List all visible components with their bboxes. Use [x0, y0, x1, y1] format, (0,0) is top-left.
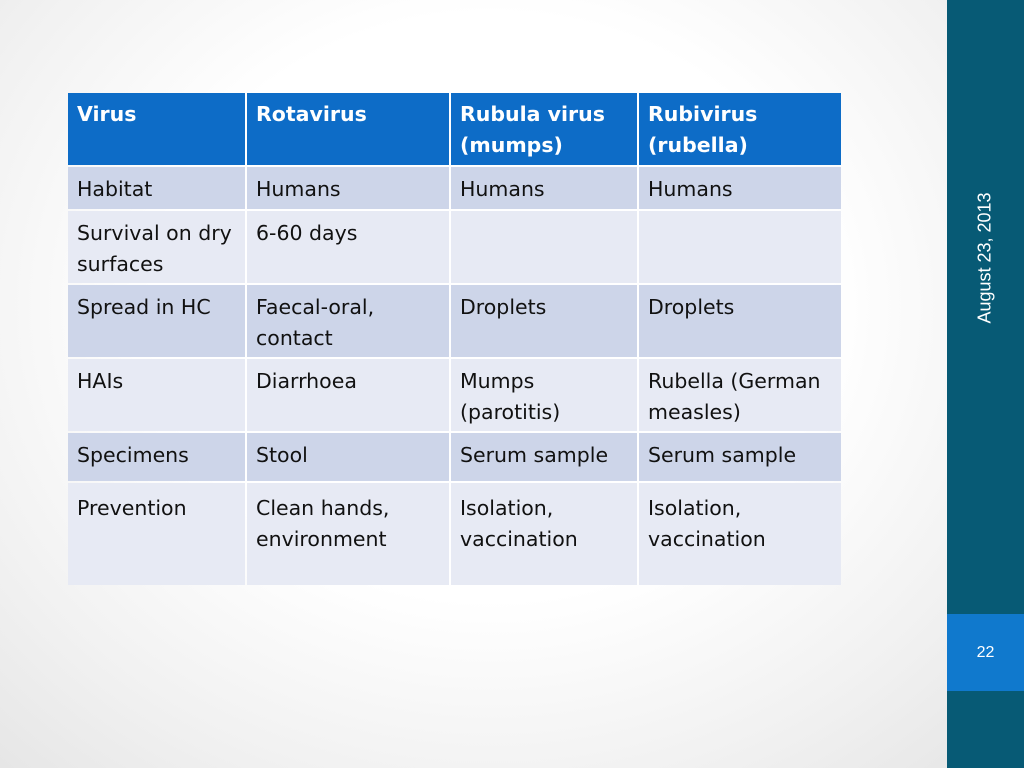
table-row-habitat — [68, 167, 841, 209]
table-cell: 6-60 days — [247, 211, 449, 283]
header-virus: Virus — [68, 93, 245, 165]
table-cell: Specimens — [68, 433, 245, 481]
table-cell: Isolation, vaccination — [639, 483, 841, 585]
table-cell: Humans — [451, 167, 637, 209]
header-rotavirus: Rotavirus — [247, 93, 449, 165]
header-rubula-virus: Rubula virus (mumps) — [451, 93, 637, 165]
slide-date: August 23, 2013 — [974, 192, 995, 324]
table-cell: Droplets — [451, 285, 637, 357]
page-number-box — [947, 614, 1024, 691]
table-header-row — [68, 93, 841, 165]
table-cell: HAIs — [68, 359, 245, 431]
table-cell: Stool — [247, 433, 449, 481]
table-cell: Serum sample — [639, 433, 841, 481]
table-cell: Habitat — [68, 167, 245, 209]
table-row-specimens — [68, 433, 841, 481]
page-number: 22 — [976, 643, 995, 661]
table-cell: Humans — [639, 167, 841, 209]
table-row-prevention — [68, 483, 841, 585]
table-cell: Serum sample — [451, 433, 637, 481]
header-rubivirus: Rubivirus (rubella) — [639, 93, 841, 165]
table-row-survival — [68, 211, 841, 283]
table-cell — [451, 211, 637, 283]
table-cell: Rubella (German measles) — [639, 359, 841, 431]
table-cell: Diarrhoea — [247, 359, 449, 431]
table-cell: Prevention — [68, 483, 245, 585]
table-row-hais — [68, 359, 841, 431]
table-cell: Survival on dry surfaces — [68, 211, 245, 283]
table-cell: Isolation, vaccination — [451, 483, 637, 585]
table-cell — [639, 211, 841, 283]
table-cell: Clean hands, environment — [247, 483, 449, 585]
virus-comparison-table — [66, 91, 843, 587]
table-row-spread — [68, 285, 841, 357]
table-cell: Faecal-oral, contact — [247, 285, 449, 357]
table-cell: Humans — [247, 167, 449, 209]
table-cell: Spread in HC — [68, 285, 245, 357]
table-cell: Mumps (parotitis) — [451, 359, 637, 431]
table-cell: Droplets — [639, 285, 841, 357]
